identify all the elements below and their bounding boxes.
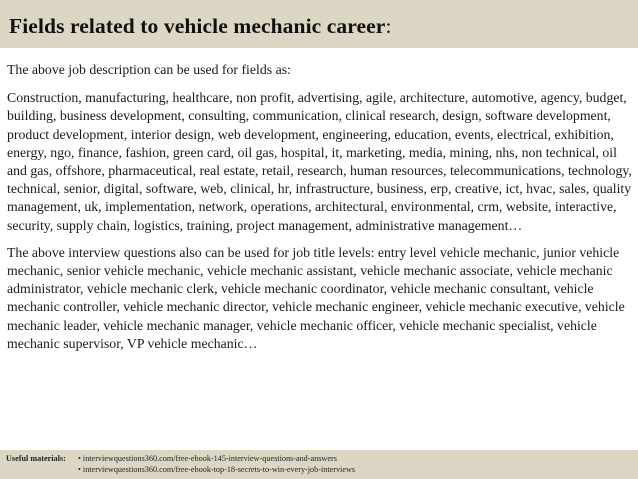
slide-title-colon: : [385,14,392,38]
footer-row-2 [6,464,638,475]
footer-link-ebook-top-18[interactable]: • interviewquestions360.com/free-ebook-top-18-secrets-to-win-every-job-interviews [78,465,356,474]
footer-bar [0,450,638,479]
job-titles-text: The above interview questions also can be used for job title levels: entry level vehicle mechanic, junior vehicle mechanic, senior vehicle mechanic, vehicle mechanic assistant, vehicle mechanic associate, vehicle mechanic administrator, vehicle mechanic clerk, vehicle mechanic coordinator, vehicle mechanic consultant, vehicle mechanic controller, vehicle mechanic director, vehicle mechanic engineer, vehicle mechanic executive, vehicle mechanic leader, vehicle mechanic manager, vehicle mechanic officer, vehicle mechanic specialist, vehicle mechanic supervisor, VP vehicle mechanic… [7,244,625,351]
footer-link-ebook-145[interactable]: • interviewquestions360.com/free-ebook-145-interview-questions-and-answers [78,454,337,463]
fields-list-text: Construction, manufacturing, healthcare, non profit, advertising, agile, architecture, automotive, agency, budget, building, business development, consulting, communication, clinical research, design, software development, product development, interior design, web development, engineering, education, events, electrical, exhibition, energy, ngo, finance, fashion, green card, oil gas, hospital, it, marketing, media, mining, nhs, non technical, oil and gas, offshore, pharmaceutical, real estate, retail, research, human resources, telecommunications, technology, technical, senior, digital, software, web, clinical, hr, infrastructure, business, erp, creative, ict, hvac, sales, quality management, uk, implementation, network, operations, architectural, environmental, crm, website, interactive, security, supply chain, logistics, training, project management, administrative management… [7,90,632,233]
title-bar [0,0,638,48]
useful-materials-label: Useful materials: [6,454,66,463]
slide-content [7,61,633,353]
intro-text: The above job description can be used for fields as: [7,62,291,77]
slide-title [9,14,638,39]
slide-title-text: Fields related to vehicle mechanic career [9,14,386,38]
footer-row-1 [6,453,638,464]
